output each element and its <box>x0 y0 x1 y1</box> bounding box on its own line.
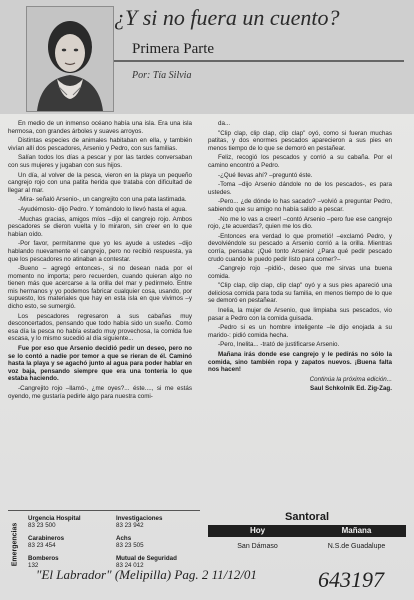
emergency-item-name: Mutual de Seguridad <box>116 555 177 562</box>
emergency-item-name: Investigaciones <box>116 515 163 522</box>
article-paragraph: -Cangrejo rojo –pidió-, deseo que me sirvas una buena comida. <box>208 265 392 280</box>
santoral-tomorrow-label: Mañana <box>341 526 372 535</box>
article-paragraph: da... <box>218 120 231 127</box>
emergency-item <box>116 535 144 549</box>
santoral-today-saint: San Dámaso <box>237 543 278 550</box>
article-paragraph: -Muchas gracias, amigos míos –dijo el cangrejo rojo. Ambos pescadores se dieron vuelta y lo miraron, sin creer en lo que habían oído. <box>8 215 192 238</box>
emergency-item-phone: 83 23 500 <box>28 522 56 529</box>
article-subtitle: Primera Parte <box>132 41 215 57</box>
article-author: Por: Tía Silvia <box>132 70 192 81</box>
emergency-item-phone: 132 <box>28 562 39 569</box>
article-paragraph: -Bueno – agregó entonces-, si no desean nada por el momento no importa; pero recuerden, cuando quieran algo no tienen más que acercarse a la orilla del mar y pedírmelo. Entre mis hermanos y yo podemos fabricar cualquier cosa, usando, por supuesto, los materiales que hay en esta isla en que vivimos –y dicho esto, se sumergió. <box>8 265 192 311</box>
article-paragraph: Un día, al volver de la pesca, vieron en la playa un pequeño cangrejo rojo con una patita herida que trataba con dificultad de llegar al mar. <box>8 171 192 194</box>
article-paragraph: Los pescadores regresaron a sus cabañas muy desconcertados, pensando que todo había sido un sueño. Como esa día la pesca no había estado muy provechosa, la comida fue escasa, y lo mismo sucedió al día siguiente... <box>8 312 192 343</box>
emergency-item-name: Achs <box>116 535 132 542</box>
article-paragraph: Fue por eso que Arsenio decidió pedir un deseo, pero no se lo contó a nadie por temor a que se rieran de él. Caminó hasta la playa y se agachó junto al agua para poder hablar en voz baja, pensando siempre que era una tontería lo que estaba haciendo. <box>8 345 192 383</box>
santoral-tomorrow-saint: N.S.de Guadalupe <box>327 543 386 550</box>
article-paragraph: -No me lo vas a creer! –contó Arsenio –pero fue ese cangrejo rojo, ¿te acuerdas?, quien me los dio. <box>208 215 392 231</box>
emergency-item-name: Bomberos <box>28 555 59 562</box>
article-paragraph: En medio de un inmenso océano había una isla. Era una isla hermosa, con grandes árboles y suaves arroyos. <box>8 120 192 135</box>
santoral-header-bar <box>208 525 406 537</box>
left-text-column <box>8 120 192 402</box>
article-paragraph: -Toma –dijo Arsenio dándole no de los pescados-, es para ustedes. <box>208 181 392 196</box>
santoral-today-label: Hoy <box>249 526 266 535</box>
emergency-label-box <box>8 517 22 577</box>
article-paragraph: -Cangrejito rojo –llamó-, ¿me oyes?... éste...., si me estás oyendo, me gustaría pedirle algo para nuestra comi- <box>8 385 192 400</box>
emergency-item <box>116 515 162 529</box>
emergency-item <box>28 515 81 529</box>
article-paragraph: -Pedro si es un hombre inteligente –le dijo enojada a su marido-: pidió comida hecha. <box>208 324 392 339</box>
article-paragraph: "Clip clap, clip clap, clip clap" oyó y a sus pies apareció una deliciosa comida para toda su familia, en menos tiempo de lo que se demoró en pestañear. <box>208 282 392 305</box>
santoral-title: Santoral <box>284 511 329 523</box>
title-divider <box>114 60 404 62</box>
article-paragraph: Mañana irás donde ese cangrejo y le pedirás no sólo la comida, sino también ropa y zapatos nuevos. ¡Buena falta nos hacen! <box>208 351 392 374</box>
emergency-item-phone: 83 23 942 <box>116 522 144 529</box>
article-paragraph: -Entonces era verdad lo que prometió! –exclamó Pedro, y devolviéndole su pescado a Arsenio corrió a la orilla. Mientras corría, pensaba: ¡Qué tonto Arsenio! ¿Para qué pedir pescado crudo cuando le puedo pedir listo para comer?– <box>208 232 392 263</box>
article-paragraph: -Pero, Inelita... -trató de justificarse Arsenio. <box>218 341 340 349</box>
article-paragraph: -¿Qué llevas ahí? –preguntó éste. <box>218 171 313 179</box>
emergency-label: Emergencias <box>11 522 19 567</box>
article-paragraph: Distintas especies de animales habitaban en ella, y también vivían allí dos pescadores, Arsenio y Pedro, con sus familias. <box>8 137 192 152</box>
right-text-column <box>208 120 392 395</box>
handwritten-source-note: "El Labrador" (Melipilla) Pag. 2 11/12/01 <box>36 567 257 582</box>
emergency-item-phone: 83 23 505 <box>116 542 144 549</box>
article-paragraph: "Clip clap, clip clap, clip clap" oyó, como si fueran muchas patitas, y dos enormes pescados aparecieron a sus pies en menos tiempo de lo que se demoró en pestañear. <box>208 129 392 152</box>
article-paragraph: Saul Schkolnik Ed. Zig-Zag. <box>310 385 392 393</box>
article-paragraph: -Por favor, permítanme que yo les ayude a ustedes –dijo hablando nuevamente el cangrejo, pero no recibió respuesta, ya que los pescadores no atinaban a contestar. <box>8 240 192 263</box>
article-paragraph: Continúa la próxima edición... <box>309 375 392 383</box>
article-paragraph: -Ayudémoslo- dijo Pedro. Y tomándolo lo llevó hasta el agua. <box>18 205 187 213</box>
article-title: ¿Y si no fuera un cuento? <box>114 5 340 30</box>
article-paragraph: Feliz, recogió los pescados y corrió a su cabaña. Por el camino encontró a Pedro. <box>208 154 392 169</box>
author-photo <box>26 6 114 112</box>
handwritten-archive-number: 643197 <box>318 567 384 592</box>
article-paragraph: -Pero... ¿de dónde lo has sacado? –volvió a preguntar Pedro, sabiendo que su amigo no había salido a pescar. <box>208 198 392 213</box>
article-paragraph: Inelia, la mujer de Arsenio, que limpiaba sus pescados, vio pasar a Pedro con la comida guisada. <box>208 307 392 322</box>
emergency-item-phone: 83 24 012 <box>116 562 144 569</box>
article-paragraph: Salían todos los días a pescar y por las tardes conversaban con sus mujeres y jugaban con sus hijos. <box>8 154 192 169</box>
article-paragraph: -Mira- señaló Arsenio-, un cangrejito con una pata lastimada. <box>18 196 187 204</box>
emergency-item <box>28 535 64 549</box>
emergency-item-phone: 83 23 454 <box>28 542 56 549</box>
emergency-item-name: Carabineros <box>28 535 65 542</box>
santoral-box <box>208 510 406 560</box>
emergency-item-name: Urgencia Hospital <box>28 515 81 522</box>
author-portrait-image <box>27 7 113 111</box>
